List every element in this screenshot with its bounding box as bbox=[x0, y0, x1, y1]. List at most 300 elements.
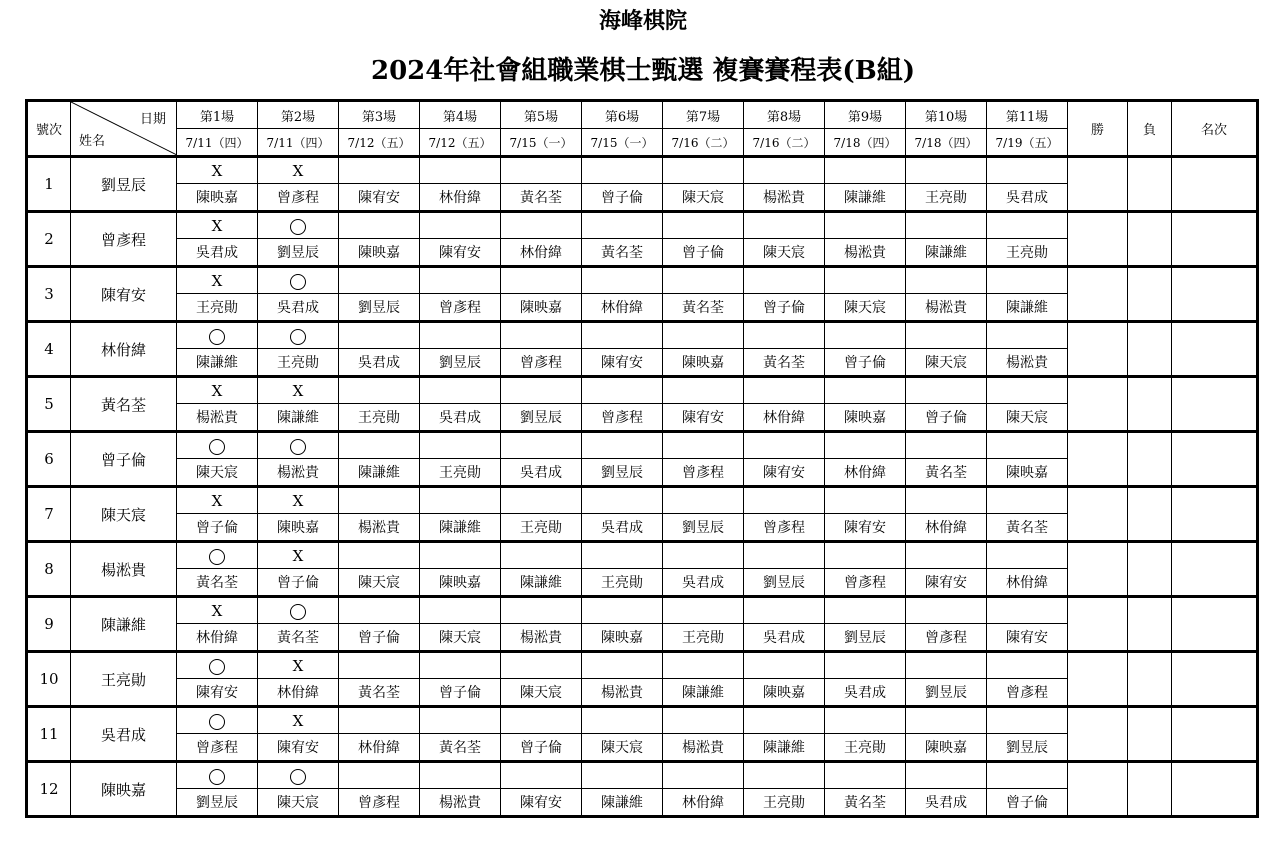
result-cell bbox=[906, 267, 987, 294]
opponent-cell: 曾彥程 bbox=[825, 569, 906, 597]
opponent-cell: 林佾緯 bbox=[582, 294, 663, 322]
result-cell bbox=[987, 432, 1068, 459]
opponent-cell: 陳謙維 bbox=[339, 459, 420, 487]
opponent-cell: 林佾緯 bbox=[906, 514, 987, 542]
player-no: 11 bbox=[27, 707, 71, 762]
opponent-cell: 楊淞貴 bbox=[501, 624, 582, 652]
player-name: 陳映嘉 bbox=[71, 762, 177, 817]
result-cell bbox=[258, 432, 339, 459]
result-cell bbox=[501, 322, 582, 349]
opponent-cell: 楊淞貴 bbox=[582, 679, 663, 707]
result-cell bbox=[501, 267, 582, 294]
opponent-cell: 劉昱辰 bbox=[987, 734, 1068, 762]
opponent-cell: 陳映嘉 bbox=[582, 624, 663, 652]
result-cell bbox=[501, 542, 582, 569]
opponent-cell: 曾彥程 bbox=[501, 349, 582, 377]
win-circle-icon bbox=[290, 274, 306, 290]
opponent-cell: 陳映嘉 bbox=[177, 184, 258, 212]
opponent-cell: 曾彥程 bbox=[420, 294, 501, 322]
result-cell bbox=[177, 432, 258, 459]
player-row bbox=[27, 377, 1258, 404]
date-header: 7/18（四） bbox=[906, 129, 987, 157]
opponent-cell: 楊淞貴 bbox=[987, 349, 1068, 377]
opponent-cell: 林佾緯 bbox=[825, 459, 906, 487]
opponent-cell: 曾子倫 bbox=[339, 624, 420, 652]
opponent-cell: 陳映嘉 bbox=[825, 404, 906, 432]
result-cell bbox=[744, 212, 825, 239]
result-cell bbox=[987, 487, 1068, 514]
opponent-cell: 陳天宸 bbox=[744, 239, 825, 267]
opponent-cell: 楊淞貴 bbox=[825, 239, 906, 267]
opponent-cell: 黃名荃 bbox=[501, 184, 582, 212]
result-cell bbox=[987, 377, 1068, 404]
result-cell bbox=[339, 652, 420, 679]
result-cell bbox=[987, 157, 1068, 184]
opponent-cell: 陳謙維 bbox=[825, 184, 906, 212]
loss-cell bbox=[1128, 707, 1172, 762]
col-header-no: 號次 bbox=[27, 101, 71, 157]
opponent-cell: 吳君成 bbox=[258, 294, 339, 322]
win-cell bbox=[1068, 707, 1128, 762]
result-mark: X bbox=[292, 491, 304, 510]
result-cell bbox=[987, 542, 1068, 569]
opponent-cell: 王亮勛 bbox=[258, 349, 339, 377]
result-cell bbox=[339, 762, 420, 789]
opponent-cell: 王亮勛 bbox=[501, 514, 582, 542]
opponent-cell: 陳映嘉 bbox=[501, 294, 582, 322]
round-header: 第1場 bbox=[177, 101, 258, 129]
player-no: 6 bbox=[27, 432, 71, 487]
result-cell bbox=[258, 597, 339, 624]
date-header: 7/16（二） bbox=[663, 129, 744, 157]
rank-cell bbox=[1172, 157, 1258, 212]
result-mark: X bbox=[292, 711, 304, 730]
col-header-date-name bbox=[71, 101, 177, 157]
opponent-cell: 陳謙維 bbox=[420, 514, 501, 542]
result-cell bbox=[339, 542, 420, 569]
player-row bbox=[27, 652, 1258, 679]
round-header: 第8場 bbox=[744, 101, 825, 129]
opponent-cell: 劉昱辰 bbox=[177, 789, 258, 817]
opponent-cell: 黃名荃 bbox=[825, 789, 906, 817]
result-cell bbox=[501, 432, 582, 459]
result-cell bbox=[258, 707, 339, 734]
result-cell bbox=[420, 652, 501, 679]
opponent-cell: 楊淞貴 bbox=[906, 294, 987, 322]
opponent-cell: 林佾緯 bbox=[177, 624, 258, 652]
result-cell bbox=[420, 762, 501, 789]
opponent-cell: 劉昱辰 bbox=[744, 569, 825, 597]
col-header-loss: 負 bbox=[1128, 101, 1172, 157]
opponent-cell: 曾彥程 bbox=[987, 679, 1068, 707]
result-cell bbox=[339, 212, 420, 239]
opponent-cell: 王亮勛 bbox=[420, 459, 501, 487]
opponent-cell: 王亮勛 bbox=[987, 239, 1068, 267]
rank-cell bbox=[1172, 487, 1258, 542]
result-cell bbox=[420, 322, 501, 349]
name-label: 姓名 bbox=[79, 134, 106, 149]
opponent-cell: 楊淞貴 bbox=[177, 404, 258, 432]
result-cell bbox=[825, 487, 906, 514]
result-cell bbox=[258, 322, 339, 349]
result-mark: X bbox=[292, 546, 304, 565]
opponent-cell: 陳宥安 bbox=[177, 679, 258, 707]
result-cell bbox=[177, 267, 258, 294]
opponent-cell: 陳謙維 bbox=[582, 789, 663, 817]
player-no: 9 bbox=[27, 597, 71, 652]
opponent-cell: 劉昱辰 bbox=[420, 349, 501, 377]
win-cell bbox=[1068, 762, 1128, 817]
date-label: 日期 bbox=[139, 112, 166, 127]
rank-cell bbox=[1172, 542, 1258, 597]
result-cell bbox=[582, 707, 663, 734]
win-cell bbox=[1068, 432, 1128, 487]
result-cell bbox=[906, 707, 987, 734]
result-cell bbox=[582, 157, 663, 184]
player-row bbox=[27, 157, 1258, 184]
result-cell bbox=[339, 157, 420, 184]
round-header: 第2場 bbox=[258, 101, 339, 129]
result-cell bbox=[663, 652, 744, 679]
opponent-cell: 林佾緯 bbox=[258, 679, 339, 707]
result-cell bbox=[420, 267, 501, 294]
result-cell bbox=[744, 707, 825, 734]
page-subtitle: 2024年社會組職業棋士甄選 複賽賽程表(B組) bbox=[371, 56, 915, 86]
opponent-cell: 黃名荃 bbox=[663, 294, 744, 322]
loss-cell bbox=[1128, 212, 1172, 267]
win-circle-icon bbox=[209, 714, 225, 730]
opponent-cell: 曾子倫 bbox=[177, 514, 258, 542]
result-mark: X bbox=[292, 381, 304, 400]
opponent-cell: 黃名荃 bbox=[906, 459, 987, 487]
opponent-cell: 吳君成 bbox=[825, 679, 906, 707]
result-cell bbox=[906, 597, 987, 624]
result-cell bbox=[825, 432, 906, 459]
player-no: 1 bbox=[27, 157, 71, 212]
rank-cell bbox=[1172, 322, 1258, 377]
round-header: 第6場 bbox=[582, 101, 663, 129]
result-mark: X bbox=[211, 216, 223, 235]
result-cell bbox=[825, 542, 906, 569]
result-cell bbox=[906, 652, 987, 679]
opponent-cell: 陳宥安 bbox=[744, 459, 825, 487]
win-circle-icon bbox=[209, 659, 225, 675]
opponent-cell: 陳天宸 bbox=[987, 404, 1068, 432]
opponent-cell: 劉昱辰 bbox=[906, 679, 987, 707]
result-cell bbox=[582, 212, 663, 239]
win-circle-icon bbox=[209, 439, 225, 455]
result-cell bbox=[420, 542, 501, 569]
opponent-cell: 曾子倫 bbox=[744, 294, 825, 322]
rank-cell bbox=[1172, 707, 1258, 762]
result-cell bbox=[987, 212, 1068, 239]
player-no: 2 bbox=[27, 212, 71, 267]
player-row bbox=[27, 597, 1258, 624]
result-cell bbox=[177, 157, 258, 184]
loss-cell bbox=[1128, 487, 1172, 542]
opponent-cell: 劉昱辰 bbox=[339, 294, 420, 322]
opponent-cell: 陳宥安 bbox=[501, 789, 582, 817]
player-name: 陳天宸 bbox=[71, 487, 177, 542]
win-cell bbox=[1068, 652, 1128, 707]
opponent-cell: 陳謙維 bbox=[177, 349, 258, 377]
result-cell bbox=[906, 432, 987, 459]
opponent-cell: 王亮勛 bbox=[177, 294, 258, 322]
opponent-cell: 陳謙維 bbox=[258, 404, 339, 432]
player-name: 陳謙維 bbox=[71, 597, 177, 652]
loss-cell bbox=[1128, 542, 1172, 597]
result-cell bbox=[906, 322, 987, 349]
opponent-cell: 陳謙維 bbox=[987, 294, 1068, 322]
opponent-cell: 黃名荃 bbox=[582, 239, 663, 267]
result-cell bbox=[339, 707, 420, 734]
opponent-cell: 陳宥安 bbox=[582, 349, 663, 377]
result-cell bbox=[582, 322, 663, 349]
result-cell bbox=[177, 707, 258, 734]
result-cell bbox=[825, 157, 906, 184]
opponent-cell: 吳君成 bbox=[420, 404, 501, 432]
opponent-cell: 曾子倫 bbox=[825, 349, 906, 377]
opponent-cell: 陳天宸 bbox=[906, 349, 987, 377]
result-cell bbox=[663, 762, 744, 789]
opponent-cell: 林佾緯 bbox=[663, 789, 744, 817]
player-no: 8 bbox=[27, 542, 71, 597]
opponent-cell: 吳君成 bbox=[906, 789, 987, 817]
result-cell bbox=[258, 157, 339, 184]
round-header: 第11場 bbox=[987, 101, 1068, 129]
result-cell bbox=[663, 707, 744, 734]
result-cell bbox=[663, 267, 744, 294]
round-header: 第3場 bbox=[339, 101, 420, 129]
date-header: 7/15（一） bbox=[501, 129, 582, 157]
result-cell bbox=[663, 432, 744, 459]
date-header: 7/11（四） bbox=[258, 129, 339, 157]
result-cell bbox=[258, 542, 339, 569]
opponent-cell: 劉昱辰 bbox=[258, 239, 339, 267]
result-cell bbox=[825, 267, 906, 294]
result-cell bbox=[663, 322, 744, 349]
opponent-cell: 曾子倫 bbox=[906, 404, 987, 432]
result-cell bbox=[501, 707, 582, 734]
win-cell bbox=[1068, 157, 1128, 212]
result-cell bbox=[501, 487, 582, 514]
result-cell bbox=[339, 487, 420, 514]
result-cell bbox=[582, 267, 663, 294]
result-cell bbox=[420, 432, 501, 459]
opponent-cell: 劉昱辰 bbox=[501, 404, 582, 432]
result-cell bbox=[987, 267, 1068, 294]
result-cell bbox=[744, 652, 825, 679]
loss-cell bbox=[1128, 322, 1172, 377]
result-cell bbox=[663, 597, 744, 624]
opponent-cell: 曾子倫 bbox=[582, 184, 663, 212]
opponent-cell: 曾彥程 bbox=[177, 734, 258, 762]
player-row bbox=[27, 487, 1258, 514]
player-row bbox=[27, 707, 1258, 734]
loss-cell bbox=[1128, 652, 1172, 707]
date-header: 7/16（二） bbox=[744, 129, 825, 157]
result-cell bbox=[825, 707, 906, 734]
win-circle-icon bbox=[209, 769, 225, 785]
opponent-cell: 王亮勛 bbox=[582, 569, 663, 597]
player-name: 吳君成 bbox=[71, 707, 177, 762]
result-cell bbox=[987, 707, 1068, 734]
result-cell bbox=[906, 762, 987, 789]
player-row bbox=[27, 542, 1258, 569]
opponent-cell: 楊淞貴 bbox=[420, 789, 501, 817]
player-name: 陳宥安 bbox=[71, 267, 177, 322]
result-cell bbox=[258, 377, 339, 404]
result-cell bbox=[177, 487, 258, 514]
player-name: 曾子倫 bbox=[71, 432, 177, 487]
opponent-cell: 曾彥程 bbox=[258, 184, 339, 212]
result-mark: X bbox=[211, 491, 223, 510]
win-cell bbox=[1068, 322, 1128, 377]
opponent-cell: 吳君成 bbox=[582, 514, 663, 542]
opponent-cell: 楊淞貴 bbox=[258, 459, 339, 487]
date-header: 7/18（四） bbox=[825, 129, 906, 157]
player-row bbox=[27, 432, 1258, 459]
win-circle-icon bbox=[290, 769, 306, 785]
result-cell bbox=[258, 267, 339, 294]
opponent-cell: 陳映嘉 bbox=[258, 514, 339, 542]
result-mark: X bbox=[292, 656, 304, 675]
result-cell bbox=[177, 597, 258, 624]
loss-cell bbox=[1128, 432, 1172, 487]
result-cell bbox=[906, 377, 987, 404]
opponent-cell: 曾彥程 bbox=[744, 514, 825, 542]
opponent-cell: 王亮勛 bbox=[744, 789, 825, 817]
opponent-cell: 陳謙維 bbox=[501, 569, 582, 597]
player-no: 7 bbox=[27, 487, 71, 542]
result-mark: X bbox=[211, 271, 223, 290]
result-cell bbox=[906, 157, 987, 184]
result-cell bbox=[420, 597, 501, 624]
result-cell bbox=[339, 267, 420, 294]
loss-cell bbox=[1128, 267, 1172, 322]
player-no: 3 bbox=[27, 267, 71, 322]
result-cell bbox=[177, 542, 258, 569]
result-cell bbox=[339, 432, 420, 459]
opponent-cell: 林佾緯 bbox=[987, 569, 1068, 597]
opponent-cell: 陳映嘉 bbox=[906, 734, 987, 762]
opponent-cell: 陳宥安 bbox=[906, 569, 987, 597]
result-cell bbox=[663, 542, 744, 569]
result-cell bbox=[501, 597, 582, 624]
col-header-rank: 名次 bbox=[1172, 101, 1258, 157]
opponent-cell: 陳天宸 bbox=[663, 184, 744, 212]
result-mark: X bbox=[211, 381, 223, 400]
result-cell bbox=[501, 157, 582, 184]
player-no: 5 bbox=[27, 377, 71, 432]
opponent-cell: 陳天宸 bbox=[177, 459, 258, 487]
result-cell bbox=[501, 377, 582, 404]
opponent-cell: 陳映嘉 bbox=[663, 349, 744, 377]
round-header: 第10場 bbox=[906, 101, 987, 129]
win-cell bbox=[1068, 212, 1128, 267]
result-cell bbox=[177, 212, 258, 239]
result-cell bbox=[906, 212, 987, 239]
result-cell bbox=[501, 762, 582, 789]
result-cell bbox=[744, 762, 825, 789]
opponent-cell: 曾彥程 bbox=[906, 624, 987, 652]
rank-cell bbox=[1172, 267, 1258, 322]
win-cell bbox=[1068, 487, 1128, 542]
result-cell bbox=[987, 322, 1068, 349]
result-cell bbox=[258, 487, 339, 514]
player-row bbox=[27, 322, 1258, 349]
result-cell bbox=[582, 542, 663, 569]
opponent-cell: 林佾緯 bbox=[339, 734, 420, 762]
player-no: 10 bbox=[27, 652, 71, 707]
result-cell bbox=[339, 597, 420, 624]
result-cell bbox=[582, 377, 663, 404]
result-cell bbox=[582, 652, 663, 679]
opponent-cell: 林佾緯 bbox=[420, 184, 501, 212]
result-cell bbox=[906, 487, 987, 514]
result-cell bbox=[663, 377, 744, 404]
rank-cell bbox=[1172, 597, 1258, 652]
player-name: 劉昱辰 bbox=[71, 157, 177, 212]
player-name: 黃名荃 bbox=[71, 377, 177, 432]
result-cell bbox=[987, 652, 1068, 679]
opponent-cell: 林佾緯 bbox=[501, 239, 582, 267]
loss-cell bbox=[1128, 377, 1172, 432]
round-header: 第7場 bbox=[663, 101, 744, 129]
opponent-cell: 劉昱辰 bbox=[663, 514, 744, 542]
player-row bbox=[27, 267, 1258, 294]
result-cell bbox=[744, 377, 825, 404]
opponent-cell: 曾子倫 bbox=[987, 789, 1068, 817]
rank-cell bbox=[1172, 652, 1258, 707]
player-row bbox=[27, 212, 1258, 239]
rank-cell bbox=[1172, 377, 1258, 432]
result-cell bbox=[258, 762, 339, 789]
opponent-cell: 劉昱辰 bbox=[582, 459, 663, 487]
opponent-cell: 陳映嘉 bbox=[744, 679, 825, 707]
opponent-cell: 陳宥安 bbox=[663, 404, 744, 432]
result-cell bbox=[663, 157, 744, 184]
player-name: 曾彥程 bbox=[71, 212, 177, 267]
opponent-cell: 黃名荃 bbox=[987, 514, 1068, 542]
opponent-cell: 吳君成 bbox=[501, 459, 582, 487]
win-cell bbox=[1068, 542, 1128, 597]
result-cell bbox=[744, 487, 825, 514]
result-cell bbox=[825, 212, 906, 239]
win-circle-icon bbox=[290, 329, 306, 345]
opponent-cell: 林佾緯 bbox=[744, 404, 825, 432]
win-circle-icon bbox=[290, 604, 306, 620]
opponent-cell: 曾子倫 bbox=[420, 679, 501, 707]
date-header: 7/12（五） bbox=[339, 129, 420, 157]
result-mark: X bbox=[211, 161, 223, 180]
result-cell bbox=[744, 322, 825, 349]
opponent-cell: 劉昱辰 bbox=[825, 624, 906, 652]
opponent-cell: 王亮勛 bbox=[906, 184, 987, 212]
player-name: 王亮勛 bbox=[71, 652, 177, 707]
result-cell bbox=[825, 377, 906, 404]
opponent-cell: 曾子倫 bbox=[258, 569, 339, 597]
result-cell bbox=[420, 157, 501, 184]
date-header: 7/12（五） bbox=[420, 129, 501, 157]
result-cell bbox=[420, 212, 501, 239]
result-cell bbox=[582, 597, 663, 624]
result-cell bbox=[582, 487, 663, 514]
result-cell bbox=[582, 432, 663, 459]
opponent-cell: 曾彥程 bbox=[582, 404, 663, 432]
result-cell bbox=[987, 762, 1068, 789]
opponent-cell: 陳宥安 bbox=[420, 239, 501, 267]
